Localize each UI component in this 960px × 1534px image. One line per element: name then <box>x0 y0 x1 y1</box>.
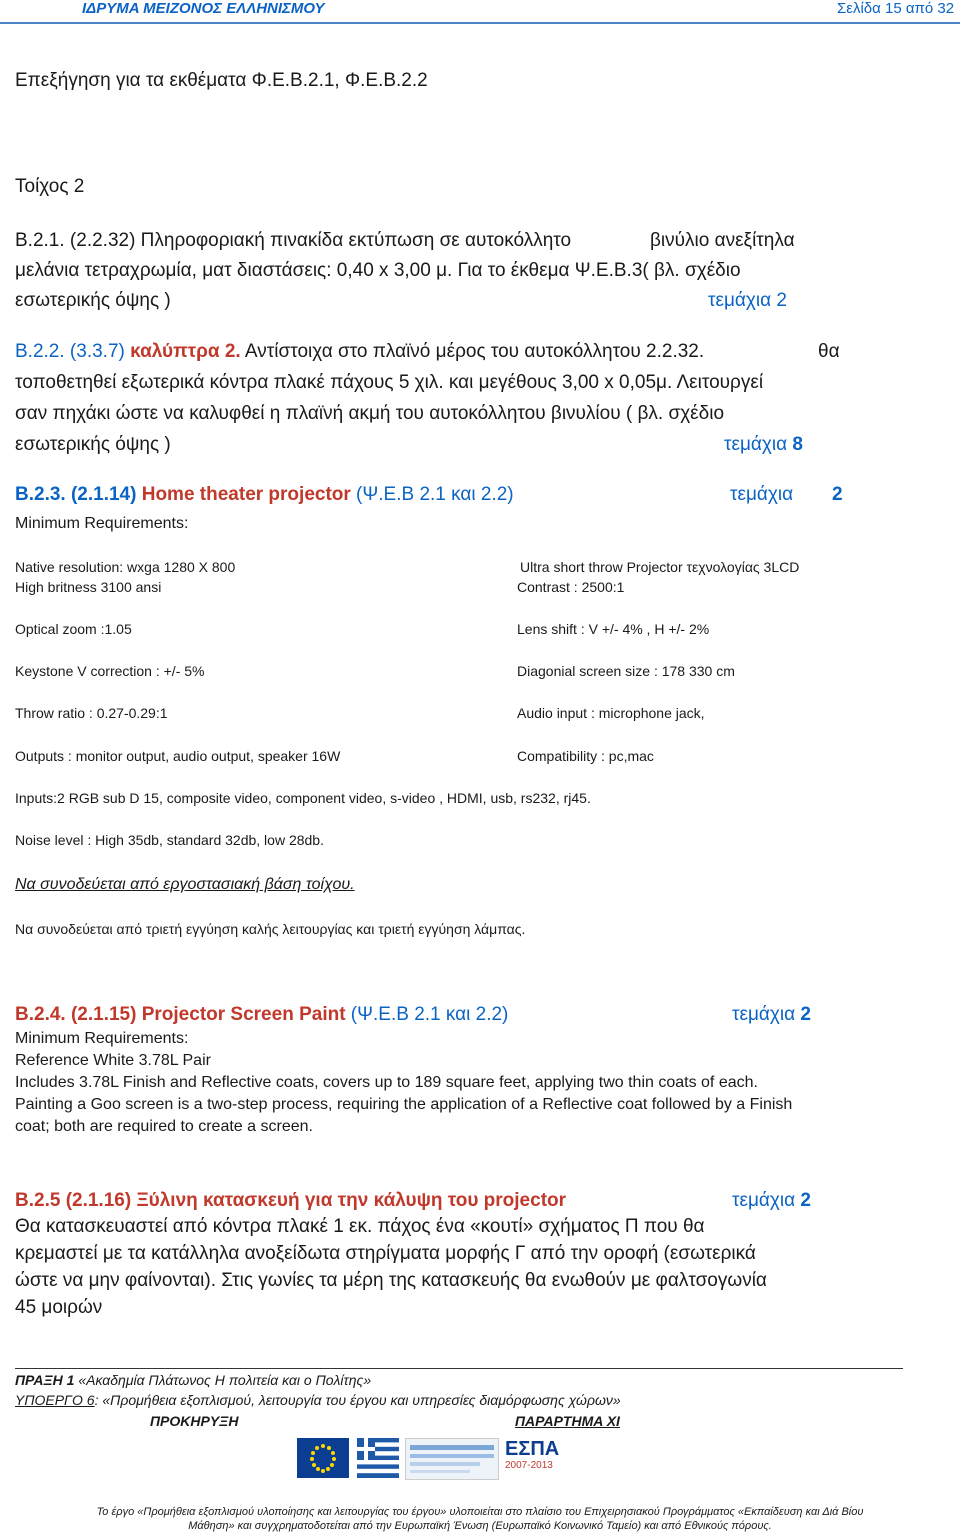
org-name: ΙΔΡΥΜΑ ΜΕΙΖΟΝΟΣ ΕΛΛΗΝΙΣΜΟΥ <box>82 0 325 17</box>
footer-divider <box>15 1368 903 1369</box>
spec-inputs: Inputs:2 RGB sub D 15, composite video, component video, s-video , HDMI, usb, rs232, rj45. <box>15 790 591 806</box>
footer-praxi-label: ΠΡΑΞΗ 1 <box>15 1372 75 1388</box>
footer-credit-2: Μάθηση» και συγχρηματοδοτείται από την Ευρωπαϊκή Ένωση (Ευρωπαϊκό Κοινωνικό Ταμείο) και από Εθνικούς πόρους. <box>188 1520 772 1532</box>
spec-zoom: Optical zoom :1.05 <box>15 621 132 637</box>
espa-logo-text: ΕΣΠΑ <box>505 1438 560 1460</box>
b223-code: Β.2.3. (2.1.14) <box>15 484 142 505</box>
b221-line2: μελάνια τετραχρωμία, ματ διαστάσεις: 0,40 x 3,00 μ. Για το έκθεμα Ψ.Ε.Β.3( βλ. σχέδιο <box>15 260 741 281</box>
b222-line1 <box>15 341 704 363</box>
b224-qty-label: τεμάχια <box>732 1004 801 1025</box>
spec-audio: Audio input : microphone jack, <box>517 705 705 721</box>
b224-ref-white: Reference White 3.78L Pair <box>15 1052 211 1069</box>
footer-annex: ΠΑΡΑΡΤΗΜΑ ΧΙ <box>515 1413 620 1429</box>
b222-quantity <box>724 434 803 456</box>
b224-quantity <box>732 1004 811 1026</box>
b225-line2: κρεμαστεί με τα κατάλληλα ανοξείδωτα στηρίγματα μορφής Γ από την οροφή (εσωτερικά <box>15 1243 756 1264</box>
b223-min-req: Minimum Requirements: <box>15 515 189 532</box>
b225-line3: ώστε να μην φαίνονται). Στις γωνίες τα μέρη της κατασκευής θα ενωθούν με φαλτσογωνία <box>15 1270 767 1291</box>
page-number: Σελίδα 15 από 32 <box>837 0 955 17</box>
wall-heading: Τοίχος 2 <box>15 176 85 197</box>
spec-compat: Compatibility : pc,mac <box>517 748 654 764</box>
b224-qty-num: 2 <box>800 1004 811 1025</box>
b222-line2: τοποθετηθεί εξωτερικά κόντρα πλακέ πάχους 5 χιλ. και μεγέθους 3,00 x 0,05μ. Λειτουργεί <box>15 372 764 393</box>
b224-heading <box>15 1004 508 1026</box>
spec-ultra: Ultra short throw Projector τεχνολογίας 3LCD <box>520 559 800 575</box>
program-logo <box>405 1438 499 1480</box>
b221-line1a: Β.2.1. (2.2.32) Πληροφοριακή πινακίδα εκτύπωση σε αυτοκόλλητο <box>15 230 572 251</box>
spec-noise: Noise level : High 35db, standard 32db, low 28db. <box>15 832 324 848</box>
espa-logo-years: 2007-2013 <box>505 1460 553 1471</box>
eu-stars-icon <box>297 1438 349 1478</box>
eu-flag-logo <box>297 1438 349 1478</box>
b225-heading <box>15 1190 566 1212</box>
b224-min-req: Minimum Requirements: <box>15 1030 189 1047</box>
b225-line4: 45 μοιρών <box>15 1297 103 1318</box>
b224-painting1: Painting a Goo screen is a two-step process, requiring the application of a Reflective coat followed by a Finish <box>15 1096 793 1113</box>
spec-warranty: Να συνοδεύεται από τριετή εγγύηση καλής λειτουργίας και τριετή εγγύηση λάμπας. <box>15 921 526 937</box>
b224-ref: (Ψ.Ε.Β 2.1 και 2.2) <box>345 1004 509 1025</box>
b221-line1 <box>15 230 571 252</box>
spec-keystone: Keystone V correction : +/- 5% <box>15 663 205 679</box>
b223-qty-num: 2 <box>832 484 843 505</box>
b222-line3: σαν πηχάκι ώστε να καλυφθεί η πλαϊνή ακμή του αυτοκόλλητου βινυλίου ( βλ. σχέδιο <box>15 403 725 424</box>
b223-ref: (Ψ.Ε.Β 2.1 και 2.2) <box>350 484 514 505</box>
spec-outputs: Outputs : monitor output, audio output, speaker 16W <box>15 748 341 764</box>
b225-line1: Θα κατασκευαστεί από κόντρα πλακέ 1 εκ. πάχος ένα «κουτί» σχήματος Π που θα <box>15 1216 705 1237</box>
b224-includes: Includes 3.78L Finish and Reflective coats, covers up to 189 square feet, applying two thin coats of each. <box>15 1074 758 1091</box>
footer-praxi <box>15 1372 371 1388</box>
spec-britness: High britness 3100 ansi <box>15 579 162 595</box>
b224-code: Β.2.4. (2.1.15) <box>15 1004 142 1025</box>
b222-code: Β.2.2. (3.3.7) <box>15 341 131 362</box>
b221-line3: εσωτερικής όψης ) <box>15 290 171 311</box>
b222-qty-label: τεμάχια <box>724 434 793 455</box>
b222-line1-rest: Αντίστοιχα στο πλαϊνό μέρος του αυτοκόλλητου 2.2.32. <box>240 341 705 362</box>
program-logo-icon <box>406 1439 498 1479</box>
spec-base: Να συνοδεύεται από εργοστασιακή βάση τοίχου. <box>15 876 355 893</box>
b225-name: Ξύλινη κατασκευή για την κάλυψη του projector <box>136 1190 567 1211</box>
b222-qty-num: 8 <box>792 434 803 455</box>
b225-quantity <box>732 1190 811 1212</box>
b223-qty-label: τεμάχια <box>730 484 794 505</box>
spec-native: Native resolution: wxga 1280 X 800 <box>15 559 236 575</box>
b223-heading <box>15 484 514 506</box>
b225-qty-num: 2 <box>800 1190 811 1211</box>
b222-line1-end: θα <box>818 341 840 362</box>
b221-quantity: τεμάχια 2 <box>708 290 787 311</box>
espa-logo <box>505 1438 567 1478</box>
footer-ypoergo <box>15 1392 621 1408</box>
spec-diag: Diagonial screen size : 178 330 cm <box>517 663 735 679</box>
footer-proclamation: ΠΡΟΚΗΡΥΞΗ <box>150 1413 239 1429</box>
footer-credit-1: Το έργο «Προμήθεια εξοπλισμού υλοποίησης και λειτουργίας του έργου» υλοποιείται στο πλαίσιο του Επιχειρησιακού Προγράμματος «Εκπαίδευση και Διά Βίου <box>96 1506 864 1518</box>
b222-line4: εσωτερικής όψης ) <box>15 434 171 455</box>
b225-code: Β.2.5 (2.1.16) <box>15 1190 137 1211</box>
footer-ypoergo-label: ΥΠΟΕΡΓΟ 6 <box>15 1392 95 1408</box>
b223-name: Home theater projector <box>141 484 351 505</box>
footer-praxi-title: «Ακαδημία Πλάτωνος Η πολιτεία και ο Πολίτης» <box>74 1372 372 1388</box>
spec-throw: Throw ratio : 0.27-0.29:1 <box>15 705 168 721</box>
b224-name: Projector Screen Paint <box>141 1004 346 1025</box>
b221-line1b: βινύλιο ανεξίτηλα <box>650 230 795 251</box>
intro-text: Επεξήγηση για τα εκθέματα Φ.Ε.Β.2.1, Φ.Ε.Β.2.2 <box>15 70 428 91</box>
b222-name: καλύπτρα 2. <box>130 341 241 362</box>
spec-contrast: Contrast : 2500:1 <box>517 579 625 595</box>
header-divider <box>0 22 960 24</box>
b225-qty-label: τεμάχια <box>732 1190 801 1211</box>
greek-flag-icon <box>357 1438 399 1478</box>
spec-lens: Lens shift : V +/- 4% , H +/- 2% <box>517 621 710 637</box>
footer-ypoergo-title: : «Προμήθεια εξοπλισμού, λειτουργία του έργου και υπηρεσίες διαμόρφωσης χώρων» <box>94 1392 621 1408</box>
greek-flag-logo <box>357 1438 399 1478</box>
b224-painting2: coat; both are required to create a screen. <box>15 1118 313 1135</box>
